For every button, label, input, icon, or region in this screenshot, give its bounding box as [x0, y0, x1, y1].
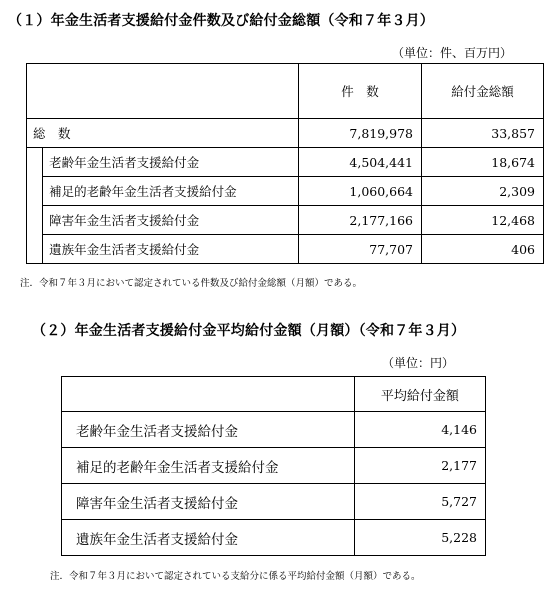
row-label: 遺族年金生活者支援給付金 [62, 520, 355, 556]
total-label: 総 数 [33, 126, 71, 141]
row-label: 老齢年金生活者支援給付金 [62, 412, 355, 448]
table-row [27, 177, 544, 206]
header-count: 件 数 [298, 64, 421, 119]
total-label-cell [27, 119, 299, 148]
indent-cell [27, 148, 43, 177]
row-value: 5,228 [354, 520, 485, 556]
table-row-total [27, 119, 544, 148]
section1-title: （１）年金生活者支援給付金件数及び給付金総額（令和７年３月） [8, 13, 434, 29]
row-amount: 18,674 [422, 148, 544, 177]
indent-cell [27, 177, 43, 206]
count-amount-table [26, 63, 544, 264]
table-row [62, 520, 486, 556]
header-average: 平均給付金額 [354, 377, 485, 412]
table-row [62, 448, 486, 484]
header-amount: 給付金総額 [422, 64, 544, 119]
table-row [27, 235, 544, 264]
section2-note: 注．令和７年３月において認定されている支給分に係る平均給付金額（月額）である。 [50, 571, 421, 582]
header-blank-cell [27, 64, 299, 119]
average-amount-table [61, 376, 486, 556]
total-count: 7,819,978 [298, 119, 421, 148]
row-count: 4,504,441 [298, 148, 421, 177]
indent-cell [27, 206, 43, 235]
section2-unit: （単位：円） [382, 356, 455, 370]
row-label: 補足的老齢年金生活者支援給付金 [43, 177, 299, 206]
table-header-row [62, 377, 486, 412]
section1-note: 注．令和７年３月において認定されている件数及び給付金総額（月額）である。 [20, 278, 363, 289]
row-label: 補足的老齢年金生活者支援給付金 [62, 448, 355, 484]
row-label: 障害年金生活者支援給付金 [43, 206, 299, 235]
row-amount: 406 [422, 235, 544, 264]
table-header-row [27, 64, 544, 119]
row-value: 5,727 [354, 484, 485, 520]
row-amount: 2,309 [422, 177, 544, 206]
section1-unit: （単位：件、百万円） [392, 46, 513, 60]
table-row [62, 412, 486, 448]
row-label: 遺族年金生活者支援給付金 [43, 235, 299, 264]
row-value: 2,177 [354, 448, 485, 484]
row-count: 2,177,166 [298, 206, 421, 235]
row-amount: 12,468 [422, 206, 544, 235]
row-count: 1,060,664 [298, 177, 421, 206]
table-row [27, 206, 544, 235]
row-label: 老齢年金生活者支援給付金 [43, 148, 299, 177]
total-amount: 33,857 [422, 119, 544, 148]
row-value: 4,146 [354, 412, 485, 448]
row-label: 障害年金生活者支援給付金 [62, 484, 355, 520]
table-row [27, 148, 544, 177]
table-row [62, 484, 486, 520]
indent-cell [27, 235, 43, 264]
header-blank-cell [62, 377, 355, 412]
row-count: 77,707 [298, 235, 421, 264]
section2-title: （２）年金生活者支援給付金平均給付金額（月額）（令和７年３月） [32, 323, 466, 339]
